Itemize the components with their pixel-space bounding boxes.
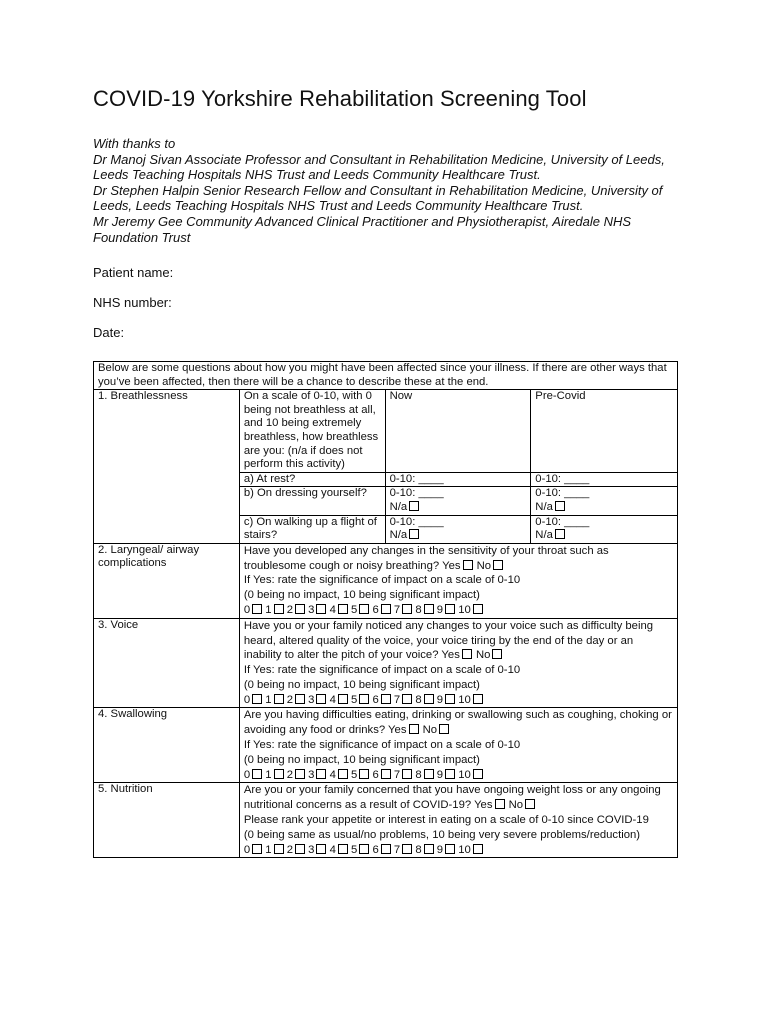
scale-checkbox[interactable]: [445, 769, 455, 779]
column-now: Now: [385, 390, 531, 473]
scale-number: 8: [415, 768, 422, 781]
scale-checkbox[interactable]: [338, 844, 348, 854]
scale-checkbox[interactable]: [402, 694, 412, 704]
thanks-intro: With thanks to: [93, 136, 176, 151]
scale-option-1[interactable]: [265, 604, 283, 616]
scale-checkbox[interactable]: [274, 604, 284, 614]
scale-number: 2: [286, 768, 293, 781]
yes-checkbox[interactable]: [409, 724, 419, 734]
dressing-pre-na[interactable]: [535, 501, 673, 515]
scale-number: 6: [372, 843, 379, 856]
scale-number: 8: [415, 603, 422, 616]
scale-option-4[interactable]: [330, 844, 348, 856]
na-checkbox[interactable]: [409, 529, 419, 539]
breathless-dressing: b) On dressing yourself?: [239, 487, 385, 515]
laryngeal-q2: If Yes: rate the significance of impact on a scale of 0-10: [243, 574, 521, 587]
swallowing-question: [239, 708, 677, 783]
voice-label: 3. Voice: [94, 618, 240, 708]
scale-checkbox[interactable]: [424, 844, 434, 854]
scale-number: 2: [286, 693, 293, 706]
stairs-pre-na[interactable]: [535, 529, 673, 543]
scale-checkbox[interactable]: [338, 604, 348, 614]
na-label: N/a: [535, 529, 553, 542]
dressing-now-na[interactable]: [390, 501, 527, 515]
scale-checkbox[interactable]: [381, 604, 391, 614]
voice-q3: (0 being no impact, 10 being significant impact): [243, 678, 480, 691]
stairs-now-na[interactable]: [390, 529, 527, 543]
scale-number: 9: [436, 693, 444, 706]
scale-option-9[interactable]: [437, 694, 455, 706]
scale-number: 3: [308, 603, 315, 616]
scale-option-5[interactable]: [351, 604, 369, 616]
scale-checkbox[interactable]: [338, 694, 348, 704]
laryngeal-scale[interactable]: [244, 603, 673, 618]
laryngeal-q1: Have you developed any changes in the sensitivity of your throat such as troublesome cough or noisy breathing? Yes: [243, 544, 609, 572]
no-checkbox[interactable]: [525, 799, 535, 809]
stairs-now-score[interactable]: 0-10: ____: [389, 515, 444, 528]
swallowing-q3: (0 being no impact, 10 being significant impact): [243, 753, 480, 766]
voice-scale[interactable]: [244, 693, 673, 708]
scale-checkbox[interactable]: [359, 769, 369, 779]
document-header: [93, 86, 678, 340]
scale-checkbox[interactable]: [381, 769, 391, 779]
nutrition-q3: (0 being same as usual/no problems, 10 being very severe problems/reduction): [243, 828, 641, 841]
scale-number: 10: [458, 843, 471, 856]
scale-checkbox[interactable]: [381, 844, 391, 854]
date-field[interactable]: Date:: [93, 325, 125, 341]
scale-number: 1: [265, 693, 272, 706]
scale-number: 8: [415, 693, 422, 706]
scale-option-7[interactable]: [394, 694, 412, 706]
nhs-number-field[interactable]: NHS number:: [93, 295, 172, 311]
scale-option-4[interactable]: [330, 604, 348, 616]
scale-checkbox[interactable]: [424, 769, 434, 779]
scale-number: 3: [308, 693, 315, 706]
scale-checkbox[interactable]: [473, 844, 483, 854]
scale-checkbox[interactable]: [295, 769, 305, 779]
no-checkbox[interactable]: [492, 649, 502, 659]
swallowing-q2: If Yes: rate the significance of impact on a scale of 0-10: [243, 739, 521, 752]
thanks-halpin: Dr Stephen Halpin Senior Research Fellow and Consultant in Rehabilitation Medicine, University of Leeds, Leeds Teaching Hospitals NHS Trust and Leeds Community Healthcare Trust.: [93, 182, 663, 214]
scale-checkbox[interactable]: [316, 844, 326, 854]
thanks-gee: Mr Jeremy Gee Community Advanced Clinical Practitioner and Physiotherapist, Airedale NHS Foundation Trust: [93, 213, 632, 245]
scale-checkbox[interactable]: [316, 604, 326, 614]
thanks-sivan: Dr Manoj Sivan Associate Professor and Consultant in Rehabilitation Medicine, University of Leeds, Leeds Teaching Hospitals NHS Trust and Leeds Community Healthcare Trust.: [93, 151, 665, 183]
scale-option-7[interactable]: [394, 604, 412, 616]
laryngeal-label: 2. Laryngeal/ airway complications: [94, 543, 240, 618]
scale-number: 0: [243, 693, 251, 706]
rest-now-score[interactable]: 0-10: ____: [385, 472, 531, 487]
scale-option-6[interactable]: [372, 694, 390, 706]
scale-checkbox[interactable]: [295, 694, 305, 704]
scale-number: 3: [308, 768, 315, 781]
scale-option-1[interactable]: [265, 844, 283, 856]
scale-number: 4: [329, 843, 336, 856]
scale-checkbox[interactable]: [338, 769, 348, 779]
scale-option-9[interactable]: [437, 844, 455, 856]
scale-number: 6: [372, 603, 379, 616]
scale-number: 10: [458, 603, 471, 616]
scale-number: 8: [415, 843, 422, 856]
swallowing-scale[interactable]: [244, 768, 673, 783]
scale-checkbox[interactable]: [359, 844, 369, 854]
column-pre-covid: Pre-Covid: [531, 390, 678, 473]
scale-number: 0: [243, 603, 251, 616]
scale-checkbox[interactable]: [252, 844, 262, 854]
scale-option-3[interactable]: [308, 769, 326, 781]
no-label: No: [422, 724, 438, 737]
scale-number: 6: [372, 768, 379, 781]
scale-checkbox[interactable]: [445, 844, 455, 854]
scale-checkbox[interactable]: [252, 694, 262, 704]
no-checkbox[interactable]: [493, 560, 503, 570]
breathless-stairs: c) On walking up a flight of stairs?: [239, 515, 385, 543]
table-intro: Below are some questions about how you might have been affected since your illness. If there are other ways that you’ve been affected, then there will be a chance to describe these at the end.: [94, 362, 678, 390]
yes-checkbox[interactable]: [495, 799, 505, 809]
scale-checkbox[interactable]: [252, 769, 262, 779]
scale-option-0[interactable]: [244, 769, 262, 781]
scale-option-6[interactable]: [372, 844, 390, 856]
scale-checkbox[interactable]: [473, 694, 483, 704]
scale-option-8[interactable]: [415, 844, 433, 856]
scale-checkbox[interactable]: [445, 694, 455, 704]
scale-checkbox[interactable]: [316, 694, 326, 704]
nutrition-q2: Please rank your appetite or interest in eating on a scale of 0-10 since COVID-19: [243, 814, 649, 827]
no-label: No: [476, 559, 492, 572]
scale-option-10[interactable]: [458, 844, 483, 856]
scale-option-2[interactable]: [287, 844, 305, 856]
scale-checkbox[interactable]: [295, 844, 305, 854]
no-label: No: [476, 649, 491, 662]
scale-option-4[interactable]: [330, 694, 348, 706]
no-label: No: [508, 799, 524, 812]
scale-checkbox[interactable]: [473, 769, 483, 779]
scale-number: 3: [308, 843, 315, 856]
swallowing-q1: Are you having difficulties eating, drinking or swallowing such as coughing, choking or avoiding any food or drinks? Yes: [243, 709, 672, 737]
scale-number: 1: [265, 768, 272, 781]
scale-number: 0: [243, 843, 251, 856]
scale-checkbox[interactable]: [445, 604, 455, 614]
scale-option-3[interactable]: [308, 694, 326, 706]
breathlessness-label: 1. Breathlessness: [94, 390, 240, 544]
scale-number: 4: [329, 693, 336, 706]
scale-checkbox[interactable]: [402, 604, 412, 614]
dressing-pre: [531, 487, 678, 515]
scale-number: 1: [265, 603, 272, 616]
dressing-now-score[interactable]: 0-10: ____: [389, 487, 444, 500]
scale-checkbox[interactable]: [424, 694, 434, 704]
swallowing-label: 4. Swallowing: [94, 708, 240, 783]
scale-option-10[interactable]: [458, 769, 483, 781]
scale-option-5[interactable]: [351, 844, 369, 856]
scale-option-2[interactable]: [287, 604, 305, 616]
scale-number: 6: [372, 693, 379, 706]
scale-option-8[interactable]: [415, 694, 433, 706]
scale-checkbox[interactable]: [424, 604, 434, 614]
stairs-now: [385, 515, 531, 543]
scale-checkbox[interactable]: [359, 604, 369, 614]
yes-checkbox[interactable]: [462, 649, 472, 659]
scale-option-9[interactable]: [437, 769, 455, 781]
scale-option-1[interactable]: [265, 694, 283, 706]
scale-option-7[interactable]: [394, 769, 412, 781]
stairs-pre-score[interactable]: 0-10: ____: [535, 515, 590, 528]
yes-checkbox[interactable]: [463, 560, 473, 570]
scale-option-2[interactable]: [287, 769, 305, 781]
acknowledgements: [93, 136, 678, 245]
voice-q1: Have you or your family noticed any changes to your voice such as difficulty being heard, altered quality of the voice, your voice tiring by the end of the day or an inability to alter the pitch of your voice? Yes: [243, 619, 654, 662]
scale-checkbox[interactable]: [274, 769, 284, 779]
voice-question: [239, 618, 677, 708]
scale-option-7[interactable]: [394, 844, 412, 856]
scale-option-0[interactable]: [244, 604, 262, 616]
na-label: N/a: [535, 500, 553, 513]
scale-checkbox[interactable]: [274, 844, 284, 854]
scale-number: 5: [351, 843, 358, 856]
scale-option-10[interactable]: [458, 694, 483, 706]
nutrition-q1: Are you or your family concerned that you have ongoing weight loss or any ongoing nutritional concerns as a result of COVID-19? Yes: [243, 784, 661, 812]
dressing-now: [385, 487, 531, 515]
scale-checkbox[interactable]: [252, 604, 262, 614]
patient-name-field[interactable]: Patient name:: [93, 265, 174, 281]
scale-option-9[interactable]: [437, 604, 455, 616]
stairs-pre: [531, 515, 678, 543]
voice-q2: If Yes: rate the significance of impact on a scale of 0-10: [243, 664, 521, 677]
na-checkbox[interactable]: [409, 501, 419, 511]
scale-option-4[interactable]: [330, 769, 348, 781]
no-checkbox[interactable]: [439, 724, 449, 734]
scale-number: 10: [458, 768, 471, 781]
scale-checkbox[interactable]: [381, 694, 391, 704]
scale-option-5[interactable]: [351, 769, 369, 781]
na-checkbox[interactable]: [555, 501, 565, 511]
scale-option-6[interactable]: [372, 604, 390, 616]
scale-number: 4: [329, 603, 336, 616]
scale-checkbox[interactable]: [402, 769, 412, 779]
scale-number: 10: [458, 693, 471, 706]
scale-checkbox[interactable]: [473, 604, 483, 614]
scale-number: 9: [436, 843, 444, 856]
scale-number: 7: [393, 768, 401, 781]
scale-option-8[interactable]: [415, 769, 433, 781]
scale-number: 4: [329, 768, 336, 781]
laryngeal-question: [239, 543, 677, 618]
scale-option-8[interactable]: [415, 604, 433, 616]
rest-pre-score[interactable]: 0-10: ____: [531, 472, 678, 487]
scale-option-10[interactable]: [458, 604, 483, 616]
na-label: N/a: [389, 500, 408, 513]
laryngeal-q3: (0 being no impact, 10 being significant impact): [243, 589, 480, 602]
scale-number: 9: [436, 768, 444, 781]
scale-checkbox[interactable]: [295, 604, 305, 614]
scale-option-1[interactable]: [265, 769, 283, 781]
scale-option-0[interactable]: [244, 694, 262, 706]
breathless-at-rest: a) At rest?: [239, 472, 385, 487]
scale-number: 2: [286, 603, 293, 616]
scale-number: 5: [351, 603, 358, 616]
scale-number: 0: [243, 768, 251, 781]
nutrition-question: [239, 783, 677, 858]
dressing-pre-score[interactable]: 0-10: ____: [535, 487, 590, 500]
scale-number: 5: [351, 693, 358, 706]
nutrition-scale[interactable]: [244, 843, 673, 858]
na-checkbox[interactable]: [555, 529, 565, 539]
scale-checkbox[interactable]: [402, 844, 412, 854]
scale-number: 9: [436, 603, 444, 616]
scale-number: 5: [351, 768, 358, 781]
page-title: COVID-19 Yorkshire Rehabilitation Screening Tool: [93, 86, 587, 111]
scale-checkbox[interactable]: [316, 769, 326, 779]
scale-option-0[interactable]: [244, 844, 262, 856]
breathlessness-scale-text: On a scale of 0-10, with 0 being not breathless at all, and 10 being extremely breathless, how breathless are you: (n/a if does not perform this activity): [239, 390, 385, 473]
scale-number: 7: [393, 603, 401, 616]
nutrition-label: 5. Nutrition: [94, 783, 240, 858]
scale-option-6[interactable]: [372, 769, 390, 781]
scale-number: 2: [286, 843, 293, 856]
na-label: N/a: [389, 529, 408, 542]
scale-option-5[interactable]: [351, 694, 369, 706]
scale-number: 1: [265, 843, 272, 856]
scale-checkbox[interactable]: [274, 694, 284, 704]
scale-option-3[interactable]: [308, 604, 326, 616]
scale-number: 7: [393, 843, 401, 856]
scale-number: 7: [393, 693, 401, 706]
scale-option-3[interactable]: [308, 844, 326, 856]
scale-option-2[interactable]: [287, 694, 305, 706]
scale-checkbox[interactable]: [359, 694, 369, 704]
screening-table: [93, 361, 678, 858]
